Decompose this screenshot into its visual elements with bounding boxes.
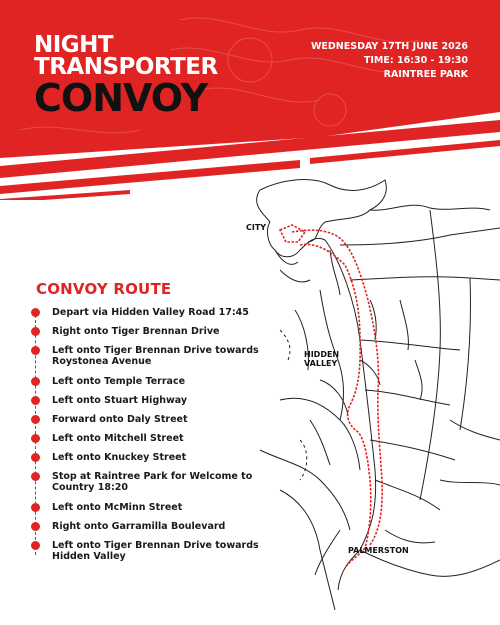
route-step bbox=[30, 521, 282, 532]
route-step-marker bbox=[31, 434, 40, 443]
route-step bbox=[30, 395, 282, 406]
route-step-marker bbox=[31, 396, 40, 405]
route-step bbox=[30, 502, 282, 513]
route-step bbox=[30, 345, 282, 367]
route-step-text: Right onto Garramilla Boulevard bbox=[52, 521, 226, 532]
route-step-text: Left onto Temple Terrace bbox=[52, 376, 186, 387]
route-step bbox=[30, 433, 282, 444]
title-line-3: CONVOY bbox=[34, 76, 208, 120]
route-step bbox=[30, 376, 282, 387]
route-step-marker bbox=[31, 522, 40, 531]
map-label-hidden-valley-1: HIDDEN bbox=[304, 350, 340, 359]
route-step bbox=[30, 326, 282, 337]
route-step bbox=[30, 414, 282, 425]
route-step-text: Forward onto Daly Street bbox=[52, 414, 188, 425]
route-step-marker bbox=[31, 377, 40, 386]
route-step-text: Left onto Stuart Highway bbox=[52, 395, 188, 406]
title-line-2: TRANSPORTER bbox=[34, 54, 218, 80]
route-step-text: Left onto McMinn Street bbox=[52, 502, 183, 513]
route-step bbox=[30, 307, 282, 318]
route-step-marker bbox=[31, 453, 40, 462]
route-step-text: Left onto Tiger Brennan Drive towards Roystonea Avenue bbox=[52, 345, 259, 367]
route-step bbox=[30, 540, 282, 562]
map-label-city: CITY bbox=[246, 223, 267, 232]
route-heading: CONVOY ROUTE bbox=[36, 280, 172, 298]
event-date: WEDNESDAY 17TH JUNE 2026 bbox=[310, 41, 468, 52]
route-step-marker bbox=[31, 472, 40, 481]
event-venue: RAINTREE PARK bbox=[383, 69, 468, 80]
route-step-marker bbox=[31, 346, 40, 355]
route-step-text: Stop at Raintree Park for Welcome to Country 18:20 bbox=[52, 471, 253, 493]
route-step-text: Depart via Hidden Valley Road 17:45 bbox=[52, 307, 249, 318]
route-step-text: Left onto Mitchell Street bbox=[52, 433, 184, 444]
route-steps-list bbox=[30, 307, 260, 569]
route-step-marker bbox=[31, 415, 40, 424]
event-time: TIME: 16:30 - 19:30 bbox=[363, 55, 468, 66]
map-label-hidden-valley-2: VALLEY bbox=[304, 359, 338, 368]
route-step-text: Left onto Tiger Brennan Drive towards Hidden Valley bbox=[52, 540, 259, 562]
route-step-marker bbox=[31, 308, 40, 317]
event-info bbox=[311, 40, 468, 82]
title-line-1: NIGHT bbox=[34, 32, 114, 58]
route-step-text: Left onto Knuckey Street bbox=[52, 452, 187, 463]
route-step-marker bbox=[31, 327, 40, 336]
route-step-marker bbox=[31, 541, 40, 550]
route-step bbox=[30, 471, 282, 493]
route-step bbox=[30, 452, 282, 463]
route-step-marker bbox=[31, 503, 40, 512]
map-label-palmerston: PALMERSTON bbox=[348, 546, 409, 555]
route-step-text: Right onto Tiger Brennan Drive bbox=[52, 326, 220, 337]
